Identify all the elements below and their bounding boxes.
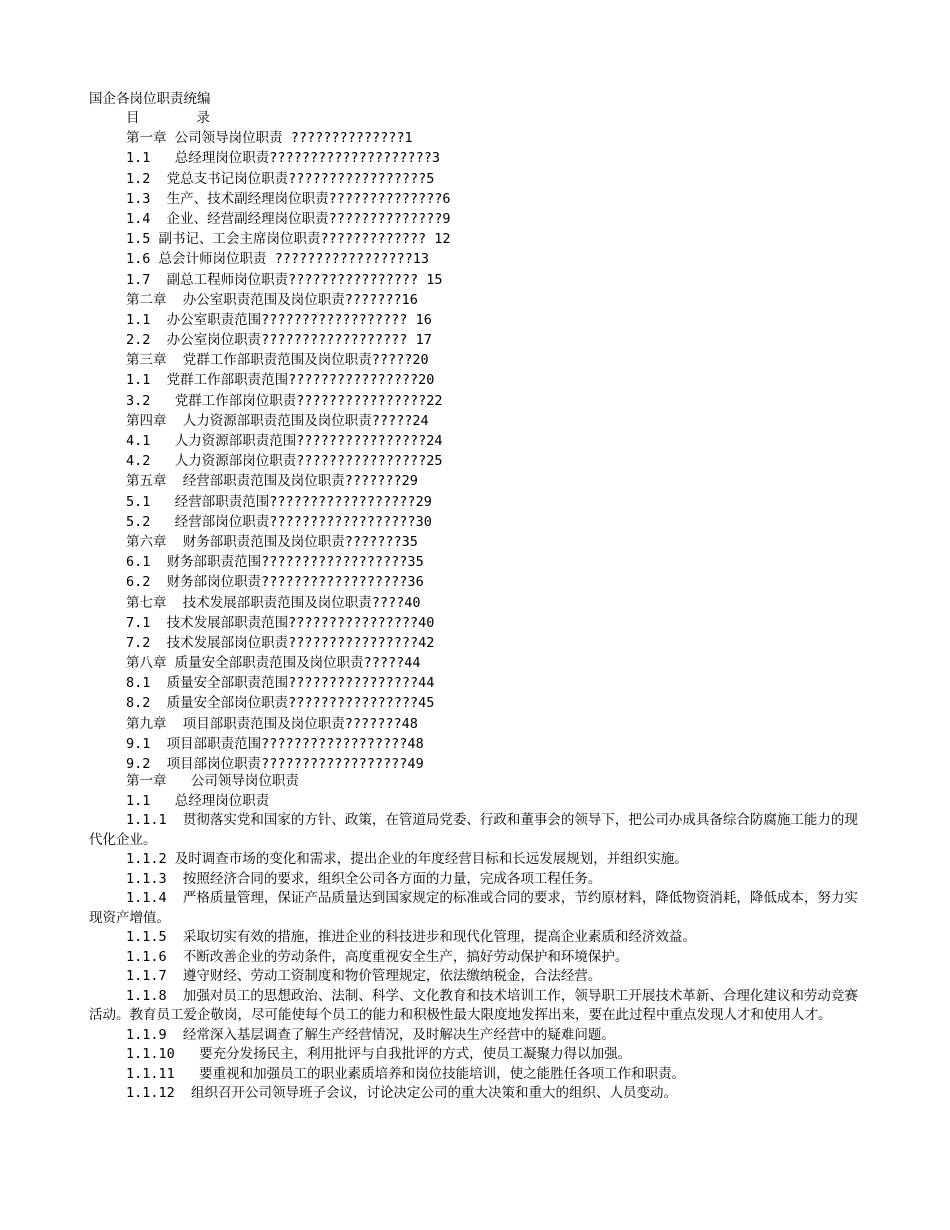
toc-line: 第八章 质量安全部职责范围及岗位职责?????44: [126, 655, 421, 672]
paragraph: 1.1.1 贯彻落实党和国家的方针、政策，在管道局党委、行政和董事会的领导下，把公司办成具备综合防腐施工能力的现代化企业。: [89, 812, 858, 848]
toc-line: 8.1 质量安全部职责范围????????????????44: [126, 675, 435, 692]
toc-line: 第三章 党群工作部职责范围及岗位职责?????20: [126, 352, 429, 369]
toc-line: 7.2 技术发展部岗位职责????????????????42: [126, 634, 435, 651]
toc-line: 4.2 人力资源部岗位职责????????????????25: [126, 453, 443, 470]
toc-line: 第九章 项目部职责范围及岗位职责???????48: [126, 715, 418, 732]
paragraph: 1.1.8 加强对员工的思想政治、法制、科学、文化教育和技术培训工作，领导职工开展技术革新、合理化建议和劳动竞赛活动。教育员工爱企敬岗，尽可能使每个员工的能力和积极性最大限度地发挥出来，要在此过程中重点发现人才和使用人才。: [89, 987, 858, 1023]
toc-line: 第七章 技术发展部职责范围及岗位职责????40: [126, 594, 421, 611]
toc-line: 目 录: [126, 110, 210, 126]
toc-line: 8.2 质量安全部岗位职责????????????????45: [126, 695, 435, 712]
toc-line: 6.2 财务部岗位职责??????????????????36: [126, 574, 424, 591]
paragraph: 1.1.12 组织召开公司领导班子会议，讨论决定公司的重大决策和重大的组织、人员变动。: [126, 1085, 678, 1101]
toc-line: 3.2 党群工作部岗位职责????????????????22: [126, 392, 443, 409]
toc-line: 2.2 办公室岗位职责?????????????????? 17: [126, 332, 432, 349]
toc-line: 第四章 人力资源部职责范围及岗位职责?????24: [126, 412, 429, 429]
toc-line: 第一章 公司领导岗位职责 ??????????????1: [126, 130, 413, 147]
document-title: 国企各岗位职责统编: [89, 91, 211, 107]
toc-line: 5.2 经营部岗位职责??????????????????30: [126, 513, 432, 530]
section-heading: 1.1 总经理岗位职责: [126, 792, 270, 809]
paragraph: 1.1.6 不断改善企业的劳动条件，高度重视安全生产，搞好劳动保护和环境保护。: [126, 948, 629, 965]
toc-line: 第五章 经营部职责范围及岗位职责???????29: [126, 473, 418, 490]
toc-line: 第六章 财务部职责范围及岗位职责???????35: [126, 533, 418, 550]
toc-line: 1.7 副总工程师岗位职责???????????????? 15: [126, 271, 443, 288]
paragraph: 1.1.2 及时调查市场的变化和需求，提出企业的年度经营目标和长远发展规划，并组织实施。: [126, 851, 688, 867]
paragraph: 1.1.10 要充分发扬民主，利用批评与自我批评的方式，使员工凝聚力得以加强。: [126, 1046, 632, 1062]
toc-line: 7.1 技术发展部职责范围????????????????40: [126, 614, 435, 631]
toc-line: 6.1 财务部职责范围??????????????????35: [126, 554, 424, 571]
paragraph: 1.1.11 要重视和加强员工的职业素质培养和岗位技能培训，使之能胜任各项工作和职责。: [126, 1065, 686, 1082]
toc-line: 1.1 总经理岗位职责????????????????????3: [126, 150, 440, 167]
toc-line: 1.4 企业、经营副经理岗位职责??????????????9: [126, 210, 451, 227]
paragraph: 1.1.4 严格质量管理，保证产品质量达到国家规定的标准或合同的要求，节约原材料，降低物资消耗，降低成本，努力实现资产增值。: [89, 890, 858, 926]
toc-line: 第二章 办公室职责范围及岗位职责???????16: [126, 291, 418, 308]
toc-line: 1.2 党总支书记岗位职责?????????????????5: [126, 170, 435, 187]
table-of-contents: [126, 108, 451, 774]
toc-line: 5.1 经营部职责范围??????????????????29: [126, 493, 432, 510]
document-body: [89, 772, 861, 1104]
toc-line: 4.1 人力资源部职责范围????????????????24: [126, 433, 443, 449]
toc-line: 1.6 总会计师岗位职责 ?????????????????13: [126, 251, 430, 268]
paragraph: 1.1.9 经常深入基层调查了解生产经营情况，及时解决生产经营中的疑难问题。: [126, 1026, 615, 1043]
chapter-heading: 第一章 公司领导岗位职责: [126, 773, 299, 789]
toc-line: 9.2 项目部岗位职责??????????????????49: [126, 756, 424, 772]
paragraph: 1.1.3 按照经济合同的要求，组织全公司各方面的力量，完成各项工程任务。: [126, 870, 602, 887]
paragraph: 1.1.7 遵守财经、劳动工资制度和物价管理规定，依法缴纳税金，合法经营。: [126, 968, 602, 984]
toc-line: 1.1 办公室职责范围?????????????????? 16: [126, 311, 432, 328]
toc-line: 1.3 生产、技术副经理岗位职责??????????????6: [126, 190, 451, 207]
paragraph: 1.1.5 采取切实有效的措施，推进企业的科技进步和现代化管理，提高企业素质和经济效益。: [126, 929, 696, 945]
toc-line: 1.5 副书记、工会主席岗位职责????????????? 12: [126, 231, 451, 248]
toc-line: 1.1 党群工作部职责范围????????????????20: [126, 372, 435, 389]
toc-line: 9.1 项目部职责范围??????????????????48: [126, 735, 424, 752]
